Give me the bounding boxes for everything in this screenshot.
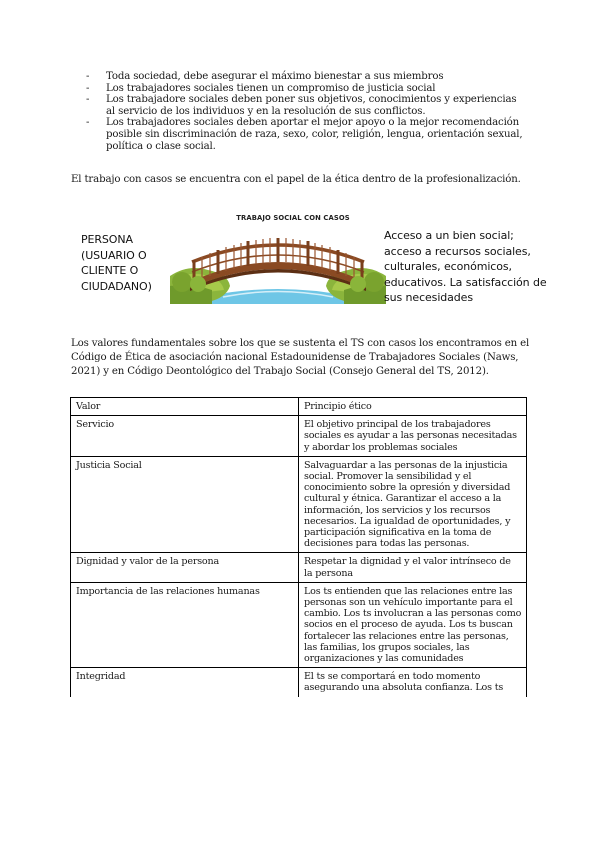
table-row	[71, 582, 527, 667]
table-row	[71, 456, 527, 553]
table-row	[71, 668, 527, 697]
table-cell: El objetivo principal de los trabajadores sociales es ayudar a las personas necesitadas y abordar los problemas sociales	[299, 416, 527, 457]
bullet-list	[86, 71, 526, 152]
list-item: - Los trabajadore sociales deben poner sus objetivos, conocimientos y experiencias al servicio de los individuos y en la resolución de sus conflictos.	[86, 94, 517, 117]
bridge-diagram	[71, 210, 547, 325]
values-table	[70, 397, 527, 697]
table-cell: Integridad	[71, 668, 299, 697]
column-header: Principio ético	[299, 398, 527, 416]
bridge-image	[168, 224, 388, 304]
table-cell: Respetar la dignidad y el valor intrínseco de la persona	[299, 553, 527, 582]
list-item: - Los trabajadores sociales tienen un compromiso de justicia social	[86, 82, 436, 94]
table-cell: El ts se comportará en todo momento asegurando una absoluta confianza. Los ts	[299, 668, 527, 697]
persona-label: PERSONA (USUARIO O CLIENTE O CIUDADANO)	[81, 233, 152, 293]
table-cell: Dignidad y valor de la persona	[71, 553, 299, 582]
bridge-title: TRABAJO SOCIAL CON CASOS	[236, 214, 350, 222]
table-cell: Los ts entienden que las relaciones entre las personas son un vehículo importante para el cambio. Los ts involucran a las personas como socios en el proceso de ayuda. Los ts buscan fortalecer las relaciones entre las personas, las familias, los grupos sociales, las organizaciones y las comunidades	[299, 582, 527, 667]
paragraph-values: Los valores fundamentales sobre los que se sustenta el TS con casos los encontramos en el Código de Ética de asociación nacional Estadounidense de Trabajadores Sociales (Naws, 2021) y en Código Deontológico del Trabajo Social (Consejo General del TS, 2012).	[71, 338, 530, 377]
table-row	[71, 416, 527, 457]
paragraph-ethics: El trabajo con casos se encuentra con el papel de la ética dentro de la profesionalización.	[71, 174, 521, 185]
table-header-row	[71, 398, 527, 416]
table-cell: Justicia Social	[71, 456, 299, 553]
list-item: - Toda sociedad, debe asegurar el máximo bienestar a sus miembros	[86, 71, 444, 82]
table-cell: Salvaguardar a las personas de la injusticia social. Promover la sensibilidad y el conocimiento sobre la opresión y diversidad cultural y étnica. Garantizar el acceso a la información, los servicios y los recursos necesarios. La igualdad de oportunidades, y participación significativa en la toma de decisiones para todas las personas.	[299, 456, 527, 553]
table-cell: Importancia de las relaciones humanas	[71, 582, 299, 667]
list-item: - Los trabajadores sociales deben aportar el mejor apoyo o la mejor recomendación posible sin discriminación de raza, sexo, color, religión, lengua, orientación sexual, política o clase social.	[86, 117, 523, 152]
access-label: Acceso a un bien social; acceso a recursos sociales, culturales, económicos, educativos. La satisfacción de sus necesidades	[384, 229, 547, 304]
table-row	[71, 553, 527, 582]
column-header: Valor	[71, 398, 299, 416]
table-cell: Servicio	[71, 416, 299, 457]
